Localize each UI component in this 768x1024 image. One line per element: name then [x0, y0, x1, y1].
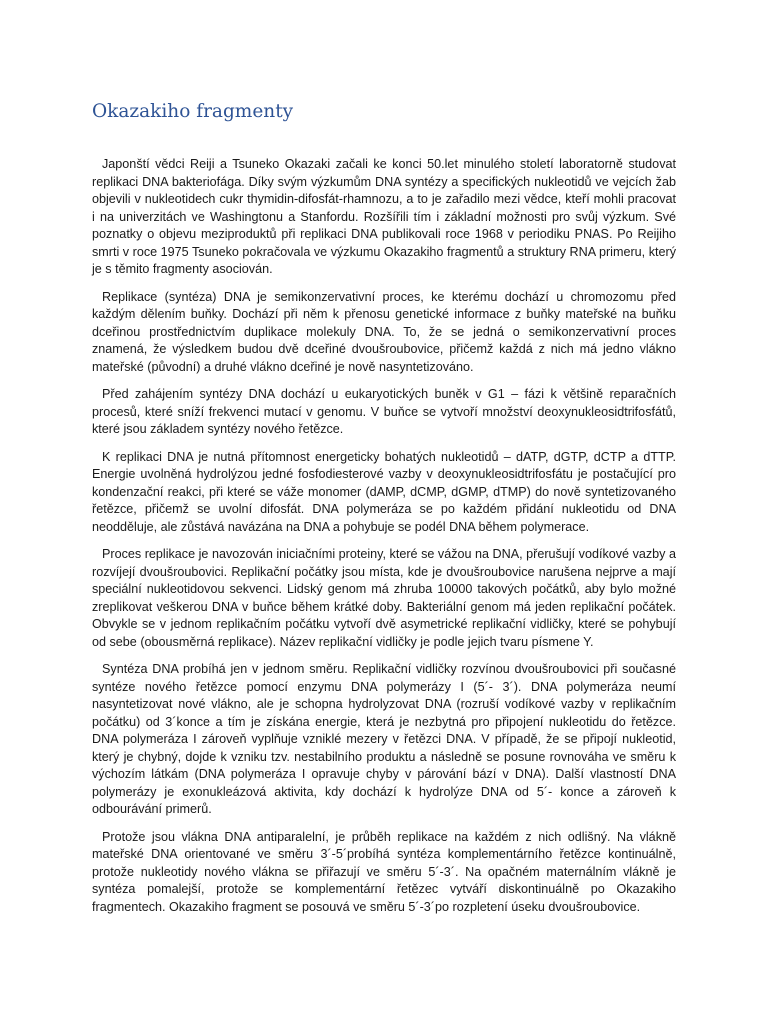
paragraph-polymerase: Syntéza DNA probíhá jen v jednom směru. Replikační vidličky rozvínou dvoušroubovici při současné syntéze nového řetězce pomocí enzymu DNA polymerázy I (5´- 3´). DNA polymeráza neumí nasyntetizovat nové vlákno, ale je schopna hydrolyzovat DNA (rozruší vodíkové vazby v replikačním počátku) od 3´konce a tím je získána energie, která je nezbytná pro připojení nukleotidu do řetězce. DNA polymeráza I zároveň vyplňuje vzniklé mezery v řetězci DNA. V případě, že se připojí nukleotid, který je chybný, dojde k vzniku tzv. nestabilního produktu a následně se posune rovnováha ve směru k výchozím látkám (DNA polymeráza I opravuje chyby v párování bází v DNA). Další vlastností DNA polymerázy je exonukleázová aktivita, kdy dochází k hydrolýze DNA od 5´- konce a zároveň k odbourávání primerů.: [92, 662, 676, 816]
paragraph-nucleotides: K replikaci DNA je nutná přítomnost energeticky bohatých nukleotidů – dATP, dGTP, dCTP a dTTP. Energie uvolněná hydrolýzou jedné fosfodiesterové vazby v deoxynukleosidtrifosfátu je postačující pro kondenzační reakci, při které se váže monomer (dAMP, dCMP, dGMP, dTMP) do nově syntetizovaného řetězce, přičemž se uvolní difosfát. DNA polymeráza se po každém přidání nukleotidu od DNA neodděluje, ale zůstává navázána na DNA a pohybuje se podél DNA během polymerace.: [92, 449, 676, 534]
paragraph-initiation: Proces replikace je navozován iniciačními proteiny, které se vážou na DNA, přerušují vodíkové vazby a rozvíjejí dvoušroubovici. Replikační počátky jsou místa, kde je dvoušroubovice narušena nejprve a mají speciální nukleotidovou sekvenci. Lidský genom má zhruba 10000 takových počátků, aby bylo možné zreplikovat veškerou DNA v buňce během krátké doby. Bakteriální genom má jeden replikační počátek. Obvykle se v jednom replikačním počátku vytvoří dvě asymetrické replikační vidličky, které se pohybují od sebe (obousměrná replikace). Název replikační vidličky je podle jejich tvaru písmene Y.: [92, 547, 676, 649]
paragraph-antiparallel: Protože jsou vlákna DNA antiparalelní, je průběh replikace na každém z nich odlišný. Na vlákně mateřské DNA orientované ve směru 3´-5´probíhá syntéza komplementárního řetězce kontinuálně, protože nukleotidy nového vlákna se přiřazují ve směru 5´-3´. Na opačném maternálním vlákně je syntéza pomalejší, protože se komplementární řetězec vytváří diskontinuálně po Okazakiho fragmentech. Okazakiho fragment se posouvá ve směru 5´-3´po rozpletení úseku dvoušroubovice.: [92, 829, 676, 914]
paragraph-g1-phase: Před zahájením syntézy DNA dochází u eukaryotických buněk v G1 – fázi k většině reparačních procesů, které sníží frekvenci mutací v genomu. V buňce se vytvoří množství deoxynukleosidtrifosfátů, které jsou základem syntézy nového řetězce.: [92, 387, 676, 436]
document-title: Okazakiho fragmenty: [92, 101, 294, 122]
paragraph-replication-definition: Replikace (syntéza) DNA je semikonzervativní proces, ke kterému dochází u chromozomu před každým dělením buňky. Dochází při něm k přenosu genetické informace z buňky mateřské na buňku dceřinou prostřednictvím duplikace molekuly DNA. To, že se jedná o semikonzervativní proces znamená, že výsledkem budou dvě dceřiné dvoušroubovice, přičemž každá z nich má jedno vlákno mateřské (původní) a druhé vlákno dceřiné je nově nasyntetizováno.: [92, 289, 676, 374]
paragraph-okazaki-history: Japonští vědci Reiji a Tsuneko Okazaki začali ke konci 50.let minulého století laboratorně studovat replikaci DNA bakteriofága. Díky svým výzkumům DNA syntézy a specifických nukleotidů ve vejcích žab objevili v nukleotidech cukr thymidin-difosfát-rhamnozu, a to je zařadilo mezi vědce, kteří mohli pracovat i na univerzitách ve Washingtonu a Stanfordu. Rozšířili tím i základní možnosti pro svůj výzkum. Své poznatky o objevu meziproduktů při replikaci DNA publikovali roce 1968 v periodiku PNAS. Po Reijiho smrti v roce 1975 Tsuneko pokračovala ve výzkumu Okazakiho fragmentů a struktury RNA primeru, který je s těmito fragmenty asociován.: [92, 157, 676, 276]
